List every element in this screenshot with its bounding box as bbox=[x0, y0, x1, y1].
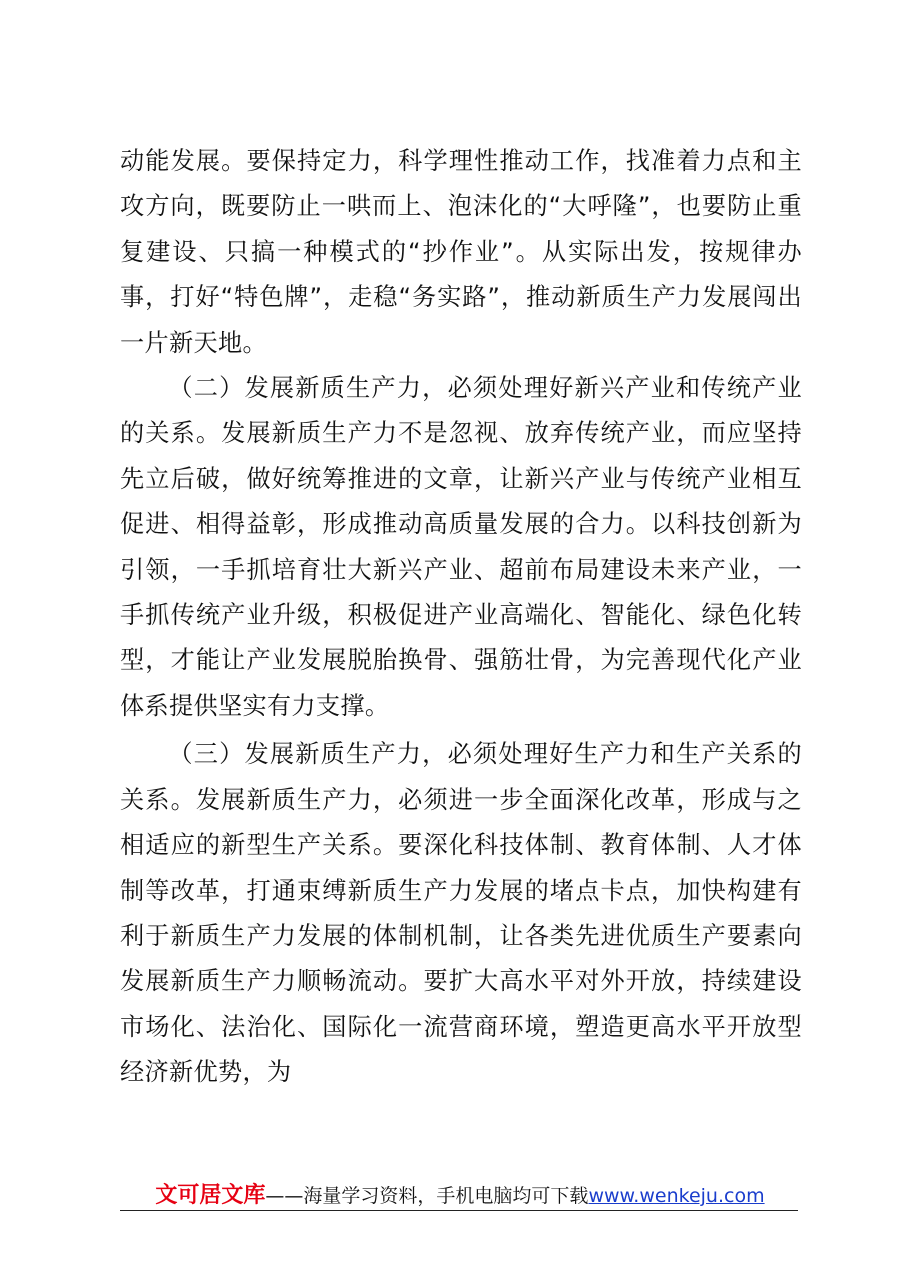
document-body bbox=[120, 139, 802, 1096]
paragraph-continuation: 动能发展。要保持定力，科学理性推动工作，找准着力点和主攻方向，既要防止一哄而上、泡沫化的“大呼隆”，也要防止重复建设、只搞一种模式的“抄作业”。从实际出发，按规律办事，打好“特色牌”，走稳“务实路”，推动新质生产力发展闯出一片新天地。 bbox=[120, 147, 802, 357]
footer-slogan: ——海量学习资料，手机电脑均可下载 bbox=[265, 1185, 589, 1207]
footer-divider bbox=[120, 1210, 798, 1211]
paragraph-section-two: （二）发展新质生产力，必须处理好新兴产业和传统产业的关系。发展新质生产力不是忽视、放弃传统产业，而应坚持先立后破，做好统筹推进的文章，让新兴产业与传统产业相互促进、相得益彰，形成推动高质量发展的合力。以科技创新为引领，一手抓培育壮大新兴产业、超前布局建设未来产业，一手抓传统产业升级，积极促进产业高端化、智能化、绿色化转型，才能让产业发展脱胎换骨、强筋壮骨，为完善现代化产业体系提供坚实有力支撑。 bbox=[120, 374, 802, 720]
footer-brand: 文可居文库 bbox=[155, 1183, 266, 1208]
paragraph-section-three: （三）发展新质生产力，必须处理好生产力和生产关系的关系。发展新质生产力，必须进一步全面深化改革，形成与之相适应的新型生产关系。要深化科技体制、教育体制、人才体制等改革，打通束缚新质生产力发展的堵点卡点，加快构建有利于新质生产力发展的体制机制，让各类先进优质生产要素向发展新质生产力顺畅流动。要扩大高水平对外开放，持续建设市场化、法治化、国际化一流营商环境，塑造更高水平开放型经济新优势，为 bbox=[120, 740, 802, 1087]
footer-website-link[interactable]: www.wenkeju.com bbox=[588, 1185, 765, 1207]
